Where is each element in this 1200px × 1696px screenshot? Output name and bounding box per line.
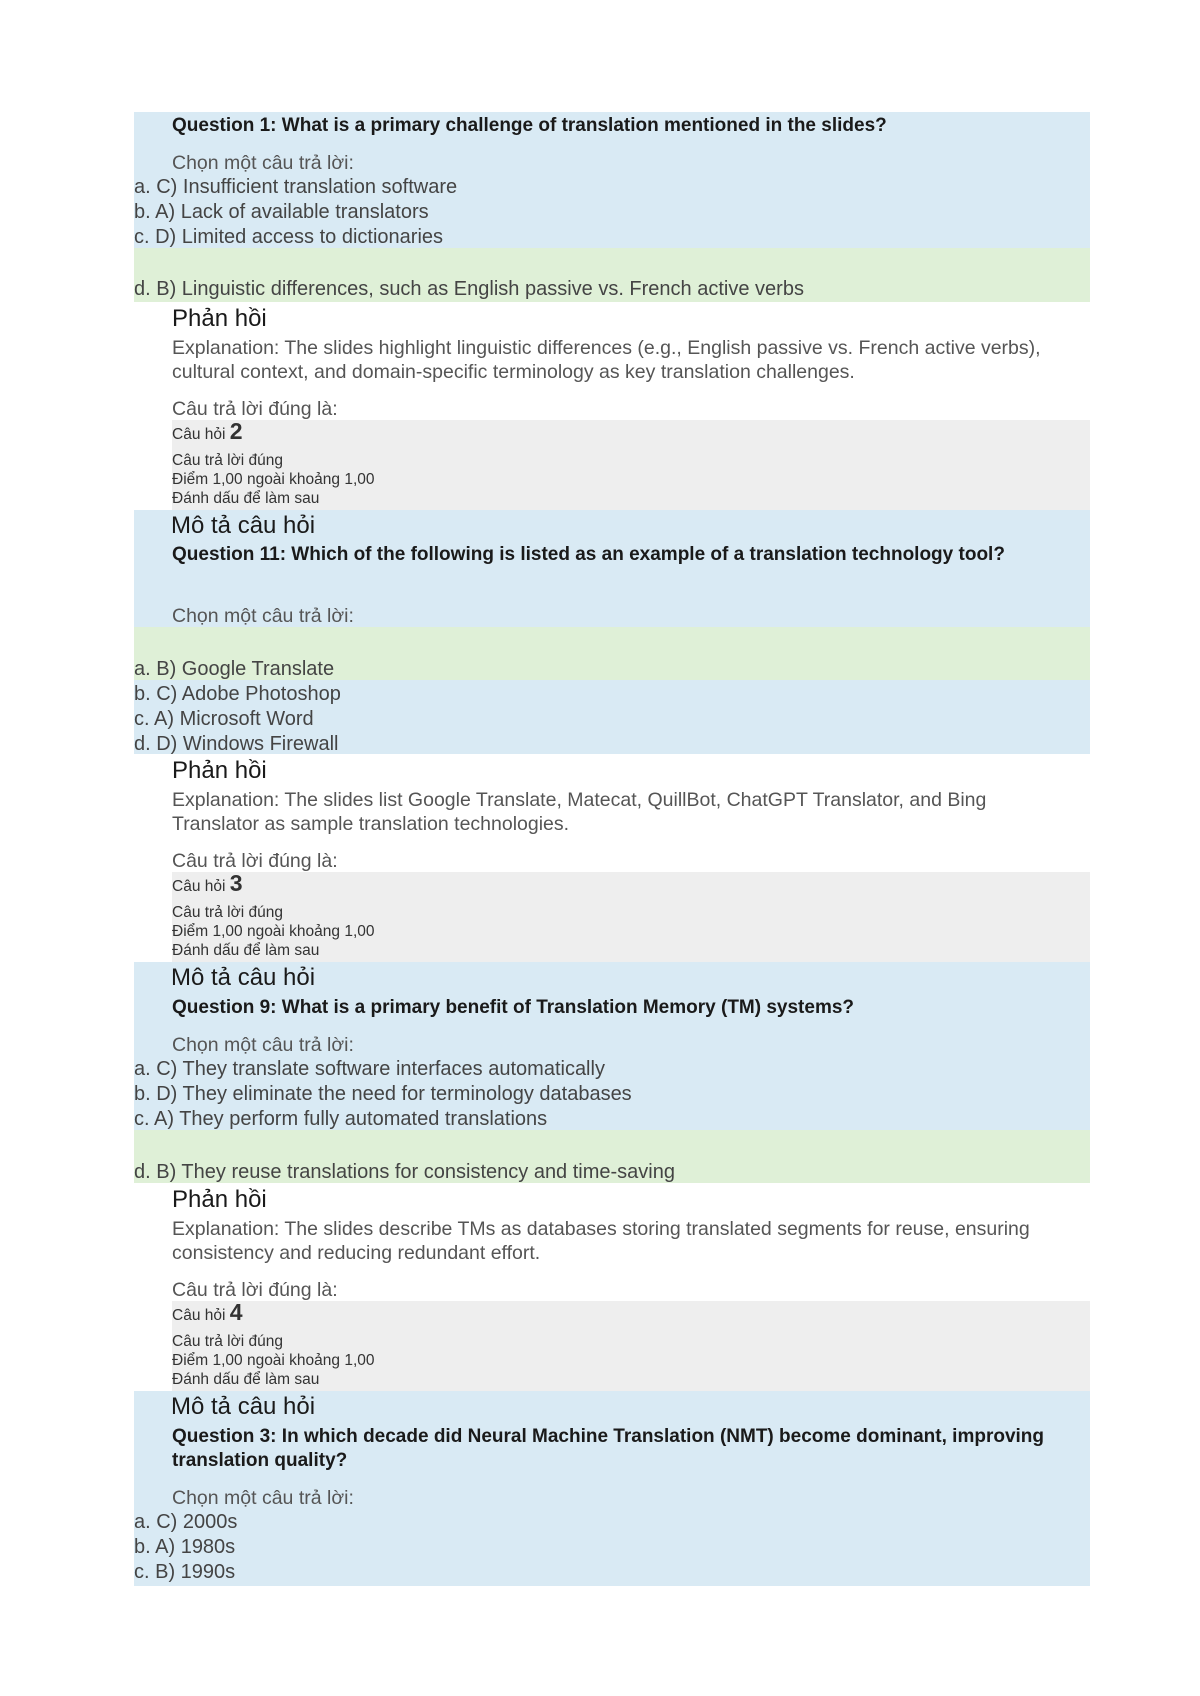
correct-answer-label: Câu trả lời đúng là: [172, 850, 338, 872]
answer-option-correct[interactable]: d. B) Linguistic differences, such as English passive vs. French active verbs [134, 278, 804, 300]
question-text: Question 1: What is a primary challenge of translation mentioned in the slides? [172, 115, 887, 136]
answer-option-correct[interactable]: a. B) Google Translate [134, 658, 335, 680]
question-status: Câu trả lời đúng [172, 904, 283, 921]
answer-option[interactable]: b. C) Adobe Photoshop [134, 683, 341, 705]
question-text: Question 11: Which of the following is listed as an example of a translation technology tool? [172, 544, 1005, 565]
question-text: Question 9: What is a primary benefit of Translation Memory (TM) systems? [172, 997, 855, 1018]
correct-answer-label: Câu trả lời đúng là: [172, 398, 338, 420]
flag-question[interactable]: Đánh dấu để làm sau [172, 942, 320, 959]
feedback-explanation: Explanation: The slides highlight linguistic differences (e.g., English passive vs. French active verbs), cultural context, and domain-specific terminology as key translation challenges. [172, 337, 1041, 383]
answer-option[interactable]: b. D) They eliminate the need for terminology databases [134, 1083, 632, 1105]
answer-prompt: Chọn một câu trả lời: [172, 1034, 354, 1056]
question-number [172, 1299, 243, 1325]
answer-option[interactable]: b. A) 1980s [134, 1536, 236, 1558]
feedback-heading: Phản hồi [172, 757, 267, 784]
answer-prompt: Chọn một câu trả lời: [172, 605, 354, 627]
question-number-label: Câu hỏi [172, 878, 226, 895]
question-points: Điểm 1,00 ngoài khoảng 1,00 [172, 923, 375, 940]
answer-prompt: Chọn một câu trả lời: [172, 152, 354, 174]
flag-question[interactable]: Đánh dấu để làm sau [172, 1371, 320, 1388]
answer-option[interactable]: c. A) They perform fully automated translations [134, 1108, 548, 1130]
question-number [172, 870, 243, 896]
answer-option[interactable]: a. C) They translate software interfaces automatically [134, 1058, 605, 1080]
question-description-heading: Mô tả câu hỏi [171, 964, 316, 991]
answer-option[interactable]: b. A) Lack of available translators [134, 201, 429, 223]
flag-question[interactable]: Đánh dấu để làm sau [172, 490, 320, 507]
answer-option[interactable]: c. B) 1990s [134, 1561, 236, 1583]
question-description-heading: Mô tả câu hỏi [171, 512, 316, 539]
question-status: Câu trả lời đúng [172, 452, 283, 469]
answer-option[interactable]: c. A) Microsoft Word [134, 708, 314, 730]
feedback-heading: Phản hồi [172, 1186, 267, 1213]
answer-prompt: Chọn một câu trả lời: [172, 1487, 354, 1509]
question-number-label: Câu hỏi [172, 426, 226, 443]
answer-option[interactable]: c. D) Limited access to dictionaries [134, 226, 444, 248]
question-status: Câu trả lời đúng [172, 1333, 283, 1350]
correct-answer-label: Câu trả lời đúng là: [172, 1279, 338, 1301]
answer-option[interactable]: a. C) Insufficient translation software [134, 176, 458, 198]
question-points: Điểm 1,00 ngoài khoảng 1,00 [172, 1352, 375, 1369]
feedback-heading: Phản hồi [172, 305, 267, 332]
feedback-explanation: Explanation: The slides list Google Translate, Matecat, QuillBot, ChatGPT Translator, and Bing Translator as sample translation technologies. [172, 789, 987, 835]
question-description-heading: Mô tả câu hỏi [171, 1393, 316, 1420]
question-number-label: Câu hỏi [172, 1307, 226, 1324]
question-number-value: 3 [229, 870, 243, 896]
feedback-explanation: Explanation: The slides describe TMs as databases storing translated segments for reuse, ensuring consistency and reducing redundant effort. [172, 1218, 1030, 1264]
question-number [172, 418, 243, 444]
question-number-value: 4 [229, 1299, 243, 1325]
answer-option[interactable]: a. C) 2000s [134, 1511, 238, 1533]
answer-option-correct[interactable]: d. B) They reuse translations for consistency and time-saving [134, 1161, 675, 1183]
answer-option[interactable]: d. D) Windows Firewall [134, 733, 339, 755]
question-number-value: 2 [229, 418, 243, 444]
question-text: Question 3: In which decade did Neural Machine Translation (NMT) become dominant, improving translation quality? [172, 1426, 1044, 1471]
question-points: Điểm 1,00 ngoài khoảng 1,00 [172, 471, 375, 488]
